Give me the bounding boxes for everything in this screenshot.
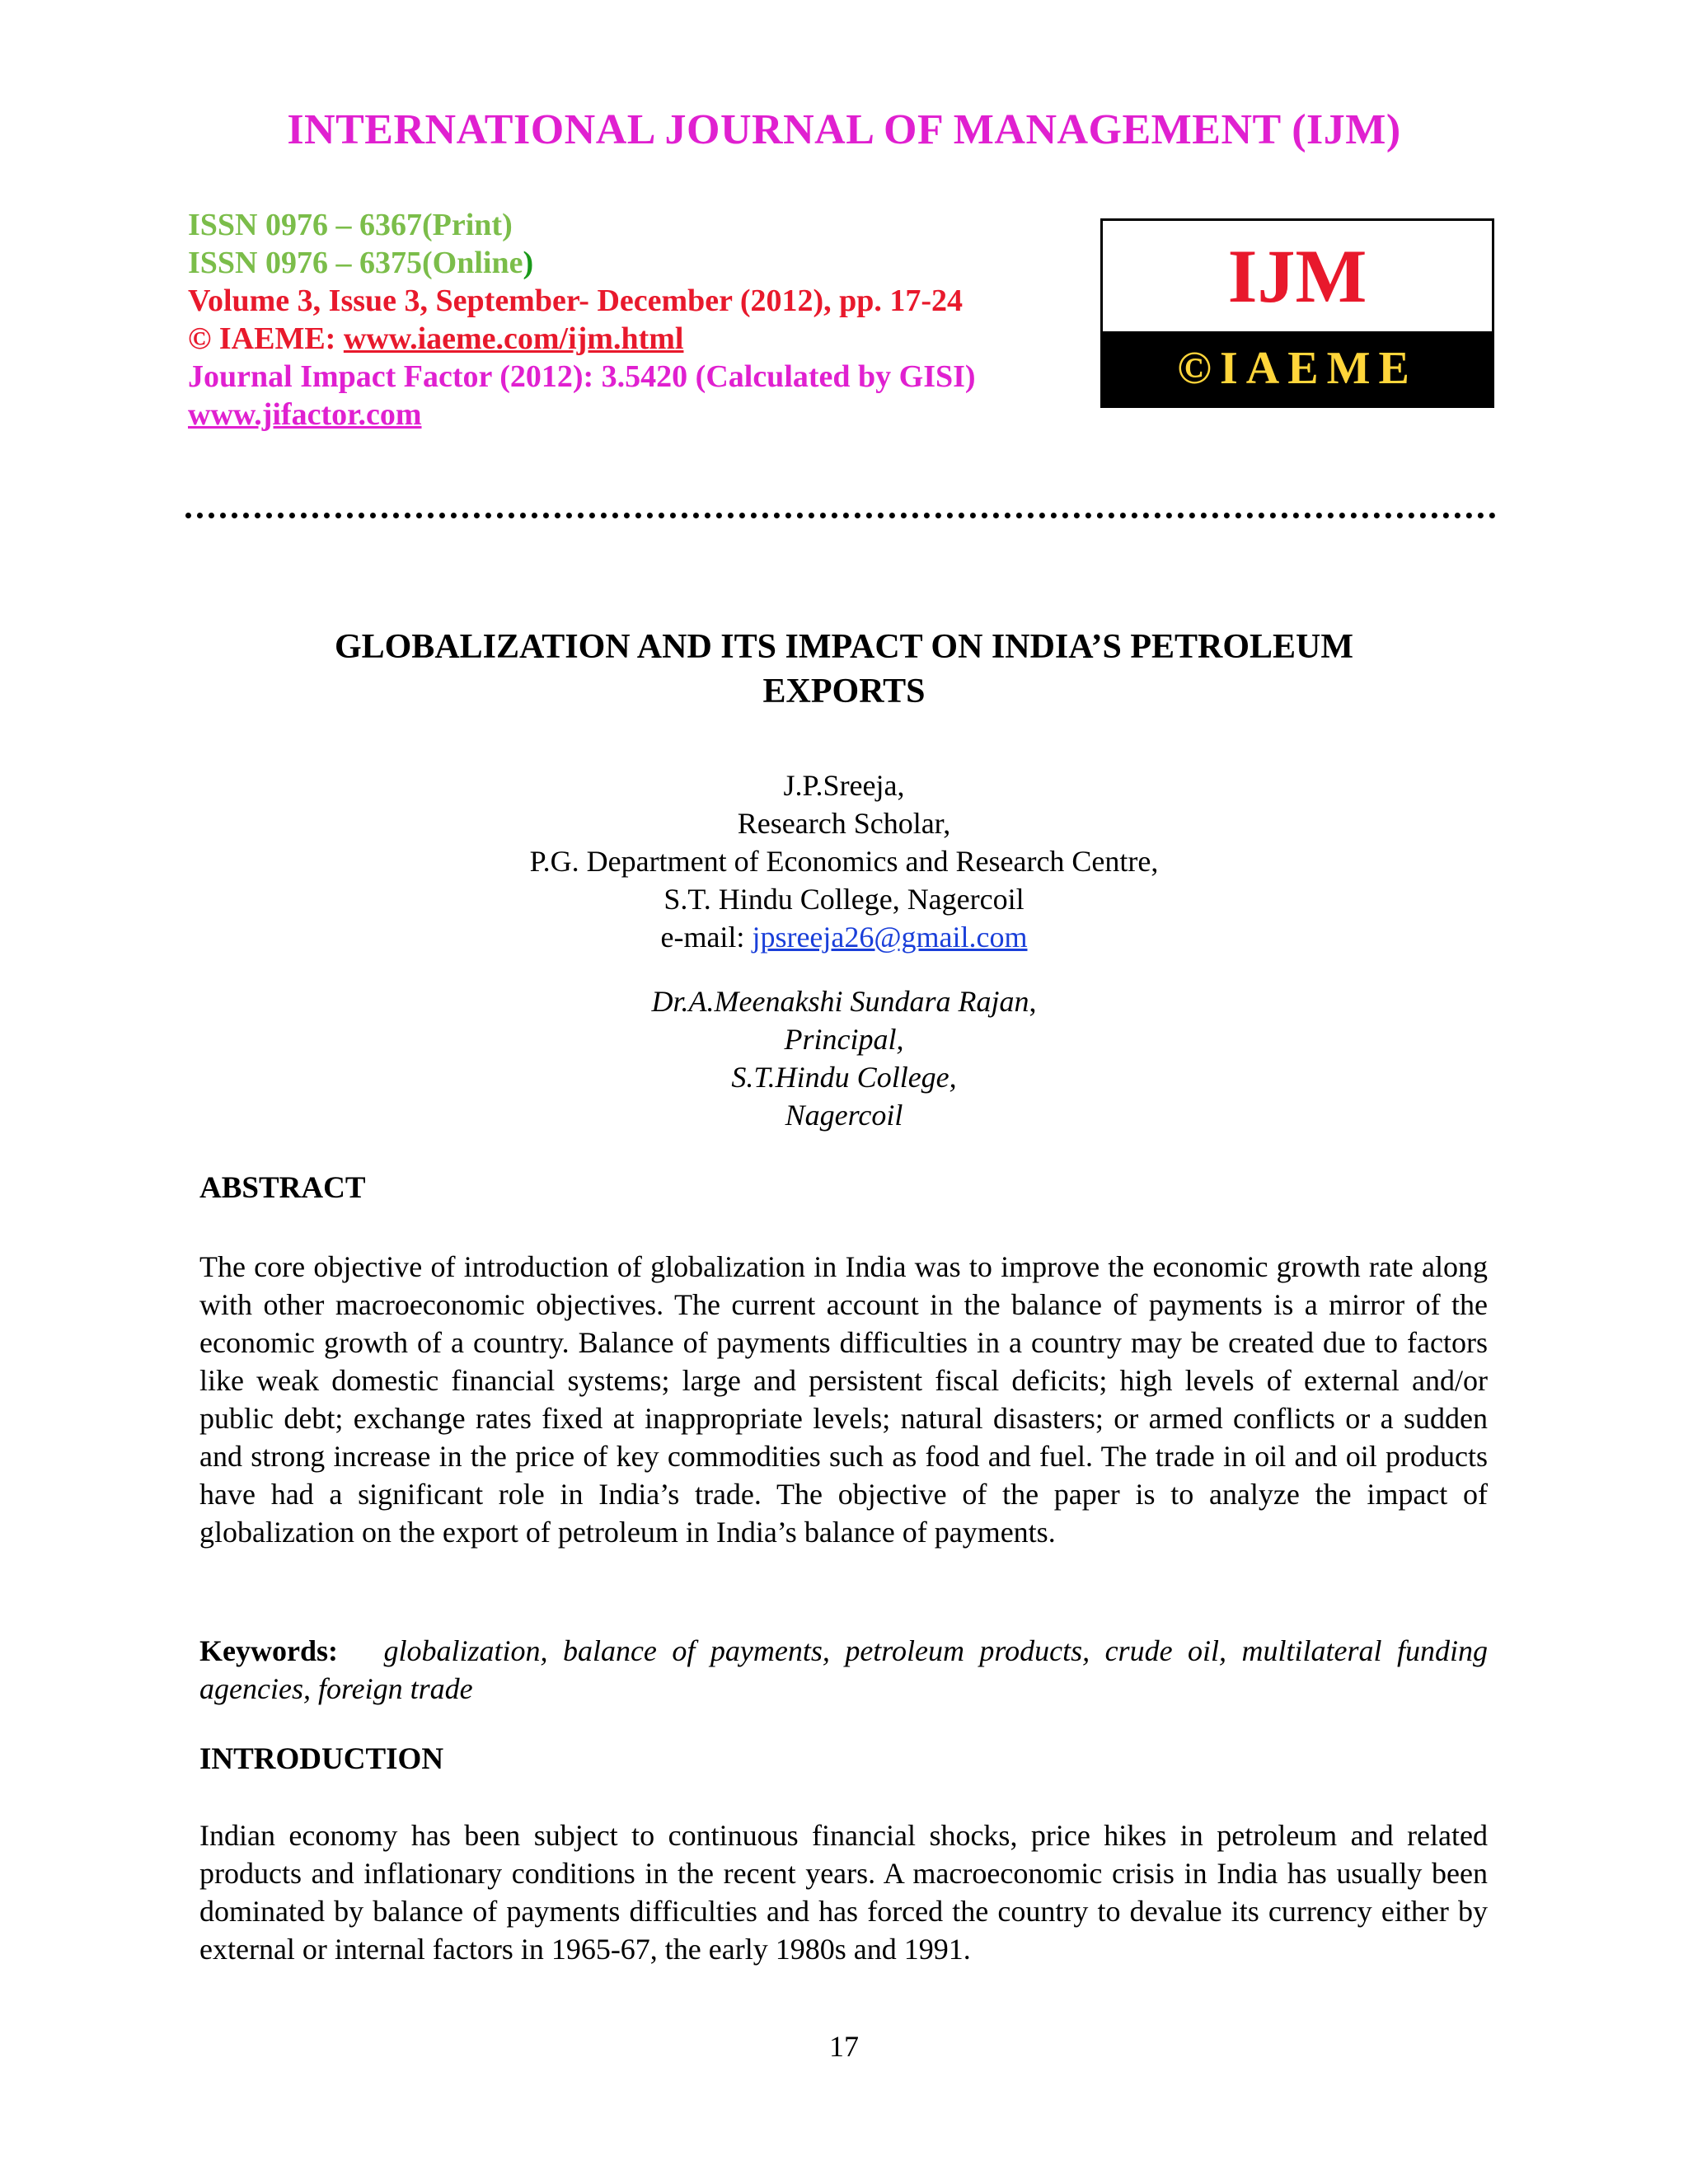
logo-iaeme-text: ©IAEME: [1103, 331, 1492, 405]
issn-print: ISSN 0976 – 6367(Print): [188, 208, 513, 242]
author-1-department: P.G. Department of Economics and Research Centre,: [529, 845, 1159, 878]
author-1-name: J.P.Sreeja,: [783, 769, 905, 802]
issn-online-paren: ): [523, 246, 534, 280]
author-2-name-line: [0, 982, 1688, 1020]
author-2-role: Principal,: [784, 1023, 904, 1056]
publication-meta: [188, 206, 976, 434]
issn-online-text: ISSN 0976 – 6375(Online: [188, 246, 523, 280]
jifactor-line: [188, 396, 976, 434]
journal-title: INTERNATIONAL JOURNAL OF MANAGEMENT (IJM): [287, 106, 1401, 153]
paper-title-line-2: EXPORTS: [762, 673, 926, 710]
page-number: 17: [829, 2030, 859, 2063]
ijm-logo: [1100, 218, 1494, 408]
author-1-email-line: [0, 918, 1688, 956]
author-1-block: [0, 766, 1688, 956]
introduction-heading: INTRODUCTION: [199, 1742, 444, 1776]
issn-online: [188, 244, 976, 282]
keywords-block: [199, 1632, 1488, 1708]
author-2-college: S.T.Hindu College,: [731, 1061, 957, 1094]
author-2-name-comma: ,: [1029, 985, 1037, 1018]
author-1-college: S.T. Hindu College, Nagercoil: [663, 883, 1025, 916]
iaeme-link[interactable]: www.iaeme.com/ijm.html: [343, 321, 684, 356]
author-1-role: Research Scholar,: [737, 807, 951, 840]
paper-title: [0, 625, 1688, 714]
author-2-name: Dr.A.Meenakshi Sundara Rajan: [651, 985, 1029, 1018]
jifactor-link[interactable]: www.jifactor.com: [188, 397, 422, 432]
author-1-email-link[interactable]: jpsreeja26@gmail.com: [752, 921, 1028, 954]
author-2-city: Nagercoil: [785, 1099, 903, 1132]
keywords-label: Keywords:: [199, 1634, 338, 1667]
keywords-text: globalization, balance of payments, petroleum products, crude oil, multilateral funding agencies, foreign trade: [199, 1634, 1489, 1705]
dotted-divider: [185, 513, 1496, 518]
author-2-block: [0, 982, 1688, 1134]
email-label: e-mail:: [660, 921, 753, 954]
volume-info: Volume 3, Issue 3, September- December (2012), pp. 17-24: [188, 284, 964, 318]
impact-factor: Journal Impact Factor (2012): 3.5420 (Calculated by GISI): [188, 359, 976, 394]
logo-ijm-text: IJM: [1227, 234, 1367, 319]
abstract-heading: ABSTRACT: [199, 1171, 366, 1205]
copyright-label: © IAEME:: [188, 321, 344, 356]
copyright-line: [188, 320, 976, 358]
paper-title-line-1: GLOBALIZATION AND ITS IMPACT ON INDIA’S PETROLEUM: [334, 628, 1354, 666]
abstract-text: The core objective of introduction of globalization in India was to improve the economic growth rate along with other macroeconomic objectives. The current account in the balance of payments is a mirror of the economic growth of a country. Balance of payments difficulties in a country may be created due to factors like weak domestic financial systems; large and persistent fiscal deficits; high levels of external and/or public debt; exchange rates fixed at inappropriate levels; natural disasters; or armed conflicts or a sudden and strong increase in the price of key commodities such as food and fuel. The trade in oil and oil products have had a significant role in India’s trade. The objective of the paper is to analyze the impact of globalization on the export of petroleum in India’s balance of payments.: [199, 1250, 1488, 1549]
introduction-text: Indian economy has been subject to continuous financial shocks, price hikes in petroleum and related products and inflationary conditions in the recent years. A macroeconomic crisis in India has usually been dominated by balance of payments difficulties and has forced the country to devalue its currency either by external or internal factors in 1965-67, the early 1980s and 1991.: [199, 1819, 1488, 1966]
